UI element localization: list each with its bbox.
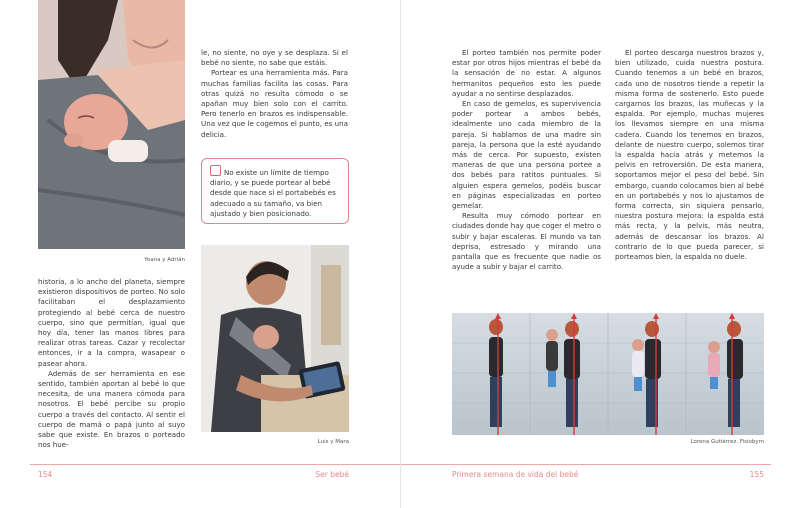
paragraph: El porteo también nos permite poder estar por otros hijos mientras el bebé da la sensación de no estar. A algunos hermanitos pequeños esto les puede ayudar a no sentirse desplazados. — [452, 48, 601, 98]
left-page-right-column — [201, 48, 348, 140]
photo-mother-newborn-illustration — [38, 0, 185, 249]
footer-rule — [30, 464, 400, 465]
page-number: 155 — [749, 470, 764, 479]
right-page-left-column — [452, 48, 601, 272]
footer-rule — [401, 464, 771, 465]
photo-posture-sequence — [452, 313, 764, 435]
photo-caption-bottom: Luis y Mara — [317, 439, 349, 445]
posture-figure-1 — [489, 313, 503, 435]
right-page-right-column — [615, 48, 764, 262]
paragraph: Además de ser herramienta en ese sentido, también aportan al bebé lo que necesita, de una manera cómoda para nosotros. El bebé percibe su propio cuerpo a través del contacto. Al sentir el cuerpo de mamá o papá junto al suyo sabe que existe. En brazos o porteado nos hue- — [38, 368, 185, 450]
page-number: 154 — [38, 470, 53, 479]
paragraph: historia, a lo ancho del planeta, siempre existieron dispositivos de porteo. No solo facilitaban el desplazamiento protegiendo al bebé cerca de nuestro cuerpo, sino que permitían, igual que hoy día, tener las manos libres para realizar otras tareas. Cazar y recolectar entonces, ir a la compra, wasapear o pasear ahora. — [38, 277, 185, 368]
paragraph: le, no siente, no oye y se desplaza. Si el bebé no siente, no sabe que estáis. — [201, 48, 348, 68]
running-head: Ser bebé — [315, 470, 349, 479]
paragraph: En caso de gemelos, es supervivencia poder portear a ambos bebés, idealmente uno cada miembro de la pareja. Si hablamos de una madre sin pareja, la persona que la esté ayudando más de cerca. Por supuesto, existen maneras de que una persona portee a dos bebés para ratitos puntuales. Si alguien espera gemelos, podéis buscar en páginas especializadas en porteo gemelar. — [452, 99, 601, 211]
left-page-left-column — [38, 277, 185, 450]
info-callout-box — [201, 158, 349, 224]
paragraph: Portear es una herramienta más. Para muchas familias facilita las cosas. Para otras quizá no resulta cómodo o se apañan muy bien solo con el carrito. Pero tenerlo en brazos es indispensable. Una vez que le cogemos el punto, es una delicia. — [201, 68, 348, 139]
photo-father-baby-tablet — [201, 245, 349, 432]
photo-father-illustration — [201, 245, 349, 432]
running-head: Primera semana de vida del bebé — [452, 470, 579, 479]
callout-text: No existe un límite de tiempo diario, y se puede portear al bebé desde que nace si el portabebés es adecuado a su tamaño, va bien ajustado y bien posicionado. — [210, 168, 336, 218]
photo-caption-sequence: Lorena Gutiérrez. Fisiobym — [690, 439, 764, 445]
hand-icon — [210, 165, 221, 176]
photo-caption-top: Yoana y Adrián — [144, 257, 185, 263]
paragraph: Resulta muy cómodo portear en ciudades donde hay que coger el metro o subir y bajar escaleras. El mundo va tan deprisa, estresado y mirando una pantalla que es frecuente que nadie os ayude a subir y bajar el carrito. — [452, 211, 601, 272]
posture-sequence-illustration — [452, 313, 764, 435]
photo-mother-newborn-wrap — [38, 0, 185, 249]
right-page — [400, 0, 800, 508]
paragraph: El porteo descarga nuestros brazos y, bien utilizado, cuida nuestra postura. Cuando tenemos a un bebé en brazos, cada uno de nosotros tiende a repetir la misma forma de sostenerlo. Esto puede cargarnos los brazos, las muñecas y la espalda. Por ejemplo, muchas mujeres los llevamos siempre en una misma cadera. Cuando los tenemos en brazos, delante de nuestro cuerpo, solemos tirar la espalda hacia atrás y metemos la pelvis en retroversión. De esta manera, soportamos mejor el peso del bebé. Sin embargo, cuando colocamos bien al bebé en un portabebés y nos lo ajustamos de forma correcta, sin siquiera pensarlo, nuestra postura mejora: la espalda está más recta, y la pelvis, más neutra, además de descansar los brazos. Al contrario de lo que pueda parecer, si porteamos bien, la espalda no duele. — [615, 48, 764, 262]
